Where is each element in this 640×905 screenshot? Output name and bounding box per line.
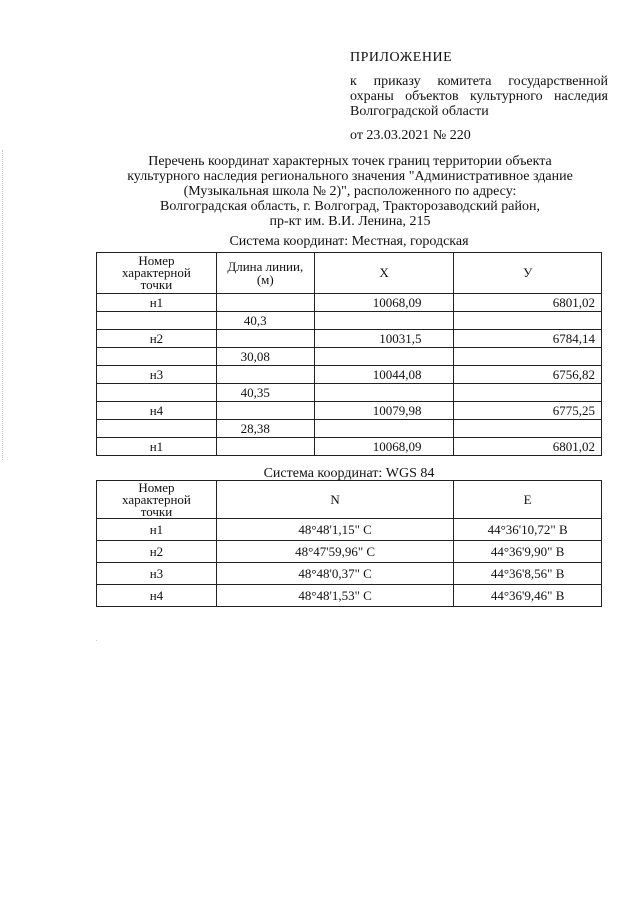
cell-point: н4 — [97, 402, 217, 420]
cell-n: 48°48'0,37" С — [216, 563, 453, 585]
cell-y: 6756,82 — [454, 366, 602, 384]
cell-y — [454, 312, 602, 330]
table-row — [97, 312, 602, 330]
table-row — [97, 438, 602, 456]
cell-x: 10031,5 — [314, 330, 454, 348]
cell-point: н1 — [97, 294, 217, 312]
document-title-line: пр-кт им. В.И. Ленина, 215 — [269, 214, 431, 229]
header-line-length: Длина линии, (м) — [216, 253, 314, 294]
table-row — [97, 294, 602, 312]
cell-x — [314, 420, 454, 438]
cell-y: 6784,14 — [454, 330, 602, 348]
cell-n: 48°48'1,53" С — [216, 585, 453, 607]
table-row — [97, 519, 602, 541]
cell-x — [314, 384, 454, 402]
document-title-line: Перечень координат характерных точек границ территории объекта — [148, 154, 552, 169]
cell-point: н3 — [97, 366, 217, 384]
cell-point: н3 — [97, 563, 217, 585]
cell-point: н2 — [97, 330, 217, 348]
cell-x — [314, 348, 454, 366]
cell-length: 28,38 — [216, 420, 314, 438]
cell-length: 30,08 — [216, 348, 314, 366]
table-header-row — [97, 253, 602, 294]
table-row — [97, 366, 602, 384]
local-coordinates-table — [96, 252, 602, 456]
scan-speck — [96, 640, 97, 641]
header-point-number: Номер характерной точки — [97, 253, 217, 294]
document-title — [96, 154, 604, 229]
cell-y — [454, 348, 602, 366]
cell-y — [454, 420, 602, 438]
wgs-system-caption: Система координат: WGS 84 — [263, 466, 435, 481]
table-row — [97, 541, 602, 563]
cell-x: 10044,08 — [314, 366, 454, 384]
document-title-line: культурного наследия регионального значения "Административное здание — [127, 169, 573, 184]
cell-length — [216, 366, 314, 384]
header-point-number: Номер характерной точки — [97, 481, 217, 519]
header-e: E — [454, 481, 602, 519]
cell-x: 10068,09 — [314, 438, 454, 456]
header-y: У — [454, 253, 602, 294]
cell-point — [97, 348, 217, 366]
table-row — [97, 585, 602, 607]
document-title-line: Волгоградская область, г. Волгоград, Тракторозаводский район, — [160, 199, 540, 214]
local-system-caption: Система координат: Местная, городская — [229, 234, 469, 249]
cell-y: 6801,02 — [454, 294, 602, 312]
cell-point — [97, 384, 217, 402]
table-row — [97, 330, 602, 348]
cell-x — [314, 312, 454, 330]
scan-margin-mark — [2, 150, 4, 460]
cell-point: н2 — [97, 541, 217, 563]
cell-length — [216, 402, 314, 420]
header-n: N — [216, 481, 453, 519]
cell-x: 10068,09 — [314, 294, 454, 312]
appendix-title: ПРИЛОЖЕНИЕ — [350, 50, 453, 65]
cell-length: 40,3 — [216, 312, 314, 330]
header-x: X — [314, 253, 454, 294]
cell-point: н1 — [97, 438, 217, 456]
cell-length — [216, 438, 314, 456]
cell-length: 40,35 — [216, 384, 314, 402]
cell-point: н4 — [97, 585, 217, 607]
cell-length — [216, 294, 314, 312]
cell-n: 48°47'59,96" С — [216, 541, 453, 563]
cell-point — [97, 420, 217, 438]
cell-e: 44°36'8,56" В — [454, 563, 602, 585]
table-row — [97, 563, 602, 585]
document-title-line: (Музыкальная школа № 2)", расположенного по адресу: — [183, 184, 517, 199]
cell-y — [454, 384, 602, 402]
cell-point: н1 — [97, 519, 217, 541]
cell-n: 48°48'1,15" С — [216, 519, 453, 541]
table-row — [97, 402, 602, 420]
cell-e: 44°36'10,72" В — [454, 519, 602, 541]
cell-e: 44°36'9,90" В — [454, 541, 602, 563]
appendix-order-reference: к приказу комитета государственной охраны объектов культурного наследия Волгоградской области — [350, 74, 608, 119]
table-row — [97, 348, 602, 366]
cell-e: 44°36'9,46" В — [454, 585, 602, 607]
cell-y: 6775,25 — [454, 402, 602, 420]
appendix-order-date: от 23.03.2021 № 220 — [350, 128, 471, 143]
table-row — [97, 384, 602, 402]
table-header-row — [97, 481, 602, 519]
cell-length — [216, 330, 314, 348]
cell-x: 10079,98 — [314, 402, 454, 420]
cell-point — [97, 312, 217, 330]
table-row — [97, 420, 602, 438]
wgs-coordinates-table — [96, 480, 602, 607]
cell-y: 6801,02 — [454, 438, 602, 456]
